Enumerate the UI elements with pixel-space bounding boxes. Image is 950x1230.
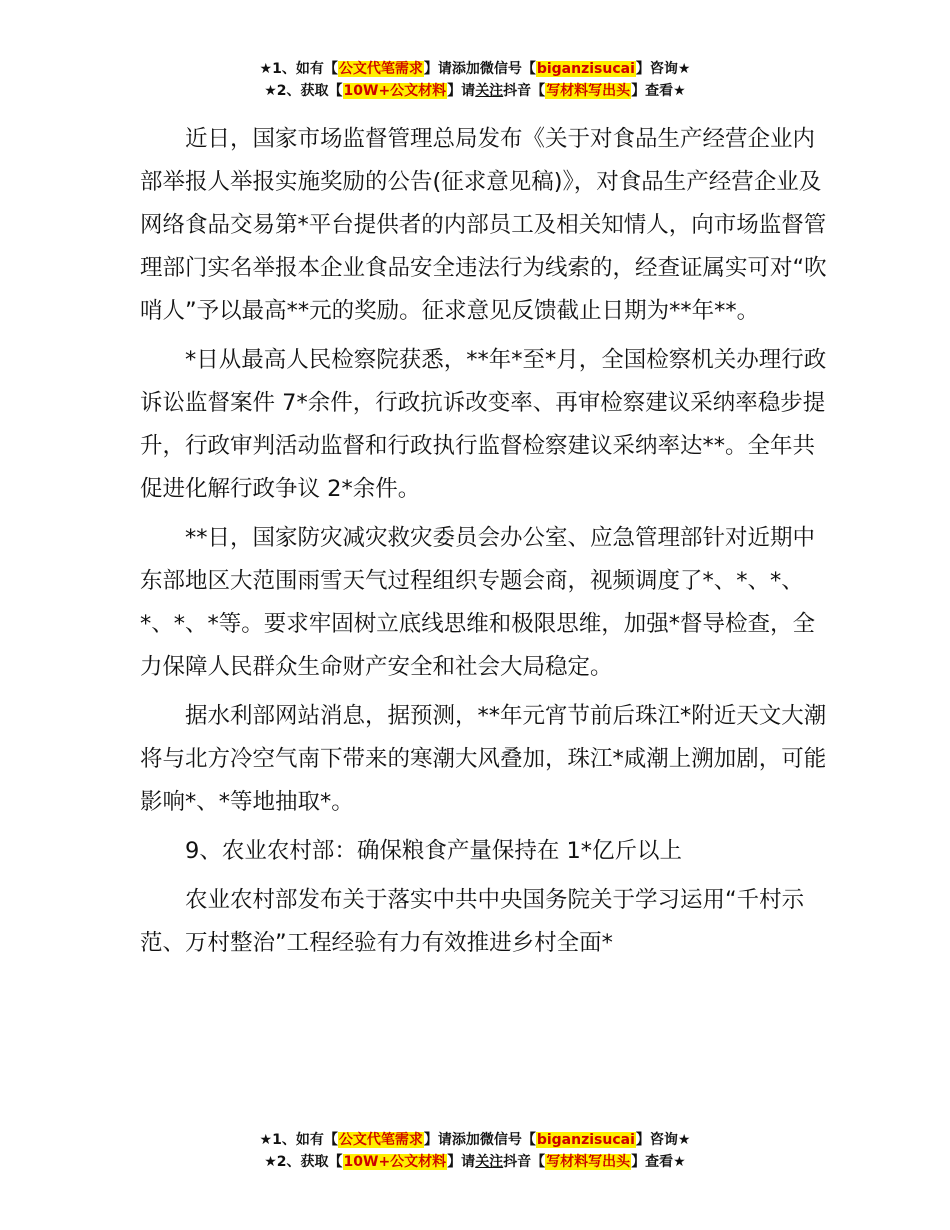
footer-banner — [0, 1129, 950, 1173]
banner-highlight: biganzisucai — [536, 61, 635, 77]
paragraph: 农业农村部发布关于落实中共中央国务院关于学习运用“千村示范、万村整治”工程经验有力有效推进乡村全面* — [140, 887, 805, 956]
banner-line-1 — [0, 58, 950, 80]
banner-text: 抖音【 — [503, 1154, 546, 1170]
banner-line-2 — [0, 1151, 950, 1173]
banner-text: 】请 — [447, 1154, 476, 1170]
banner-emphasis: 关注 — [475, 83, 504, 99]
section-heading: 9、农业农村部：确保粮食产量保持在 1*亿斤以上 — [185, 838, 683, 864]
banner-text: 】请 — [447, 83, 476, 99]
banner-text: 微信号【 — [479, 61, 536, 77]
banner-highlight: 公文代笔需求 — [338, 1132, 423, 1148]
paragraph: *日从最高人民检察院获悉，**年*至*月，全国检察机关办理行政诉讼监督案件 7*余件，行政抗诉改变率、再审检察建议采纳率稳步提升，行政审判活动监督和行政执行监督检察建议采纳率达**。全年共促进化解行政争议 2*余件。 — [140, 347, 827, 502]
banner-text: ★2、获取【 — [264, 1154, 343, 1170]
paragraph: 据水利部网站消息，据预测，**年元宵节前后珠江*附近天文大潮将与北方冷空气南下带来的寒潮大风叠加，珠江*咸潮上溯加剧，可能影响*、*等地抽取*。 — [140, 703, 827, 815]
paragraph: 近日，国家市场监督管理总局发布《关于对食品生产经营企业内部举报人举报实施奖励的公告(征求意见稿)》，对食品生产经营企业及网络食品交易第*平台提供者的内部员工及相关知情人，向市场监督管理部门实名举报本企业食品安全违法行为线索的，经查证属实可对“吹哨人”予以最高**元的奖励。征求意见反馈截止日期为**年**。 — [140, 126, 827, 324]
banner-text: 】请 — [423, 1132, 452, 1148]
banner-line-2 — [0, 80, 950, 102]
banner-highlight: 10W+公文材料 — [343, 1154, 447, 1170]
banner-text: 】查看★ — [631, 1154, 686, 1170]
banner-text: 】查看★ — [631, 83, 686, 99]
banner-highlight: 写材料写出头 — [546, 1154, 631, 1170]
banner-emphasis: 添加 — [451, 1132, 480, 1148]
banner-text: 微信号【 — [479, 1132, 536, 1148]
banner-emphasis: 关注 — [475, 1154, 504, 1170]
banner-text: 】请 — [423, 61, 452, 77]
banner-text: 】咨询★ — [635, 1132, 691, 1148]
banner-text: ★1、如有【 — [259, 61, 338, 77]
document-body — [140, 118, 830, 971]
banner-text: 】咨询★ — [635, 61, 691, 77]
banner-emphasis: 添加 — [451, 61, 480, 77]
banner-highlight: 10W+公文材料 — [343, 83, 447, 99]
banner-line-1 — [0, 1129, 950, 1151]
banner-highlight: 写材料写出头 — [546, 83, 631, 99]
banner-highlight: biganzisucai — [536, 1132, 635, 1148]
paragraph: **日，国家防灾减灾救灾委员会办公室、应急管理部针对近期中东部地区大范围雨雪天气过程组织专题会商，视频调度了*、*、*、*、*、*等。要求牢固树立底线思维和极限思维，加强*督导检查，全力保障人民群众生命财产安全和社会大局稳定。 — [140, 525, 816, 680]
banner-text: ★2、获取【 — [264, 83, 343, 99]
banner-text: 抖音【 — [503, 83, 546, 99]
banner-highlight: 公文代笔需求 — [338, 61, 423, 77]
header-banner — [0, 58, 950, 102]
banner-text: ★1、如有【 — [259, 1132, 338, 1148]
